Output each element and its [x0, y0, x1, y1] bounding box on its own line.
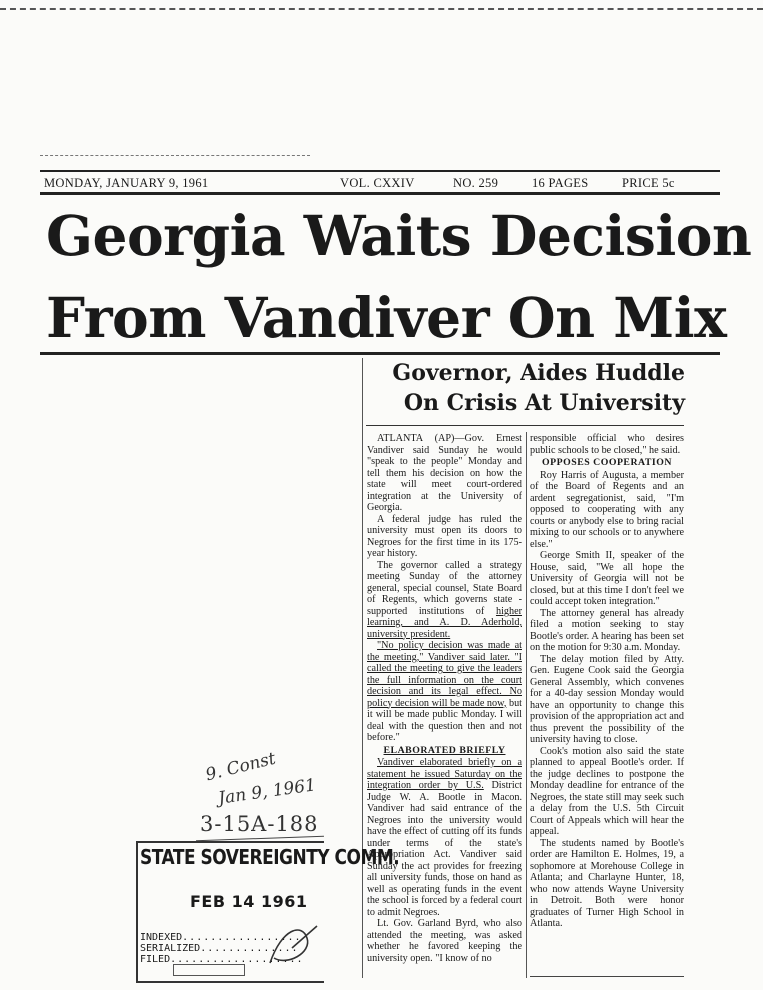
underlined-text: "No policy decision was made at the meeting," Vandiver said later. "I called the meeting to give the leaders the full information on the court decision and its legal effect. No policy decision will be made now,	[367, 640, 522, 709]
paragraph: Cook's motion also said the state planned to appeal Bootle's order. If the judge declines to postpone the Monday deadline for entrance of the Negroes, the state still may seek such a delay from the U.S. 5th Circuit Court of Appeals which will hear the appeal.	[530, 745, 684, 837]
stamp-box-field	[173, 964, 245, 976]
section-subhead: OPPOSES COOPERATION	[542, 457, 672, 468]
masthead-top-rule	[40, 170, 720, 172]
underlined-text: higher learning, and A. D. Aderhold, university president.	[367, 605, 522, 640]
section-subhead: ELABORATED BRIEFLY	[383, 744, 506, 756]
paragraph-text: The governor called a strategy meeting Sunday of the attorney general, special counsel, State Board of Regents, which governs state - supported institutions of	[367, 559, 522, 617]
paragraph-text: but it will be made public Monday. I will deal with the question then and not before."	[367, 697, 523, 743]
subheadline-rule	[366, 425, 684, 426]
masthead-pages: 16 PAGES	[532, 176, 589, 190]
paragraph: The delay motion filed by Atty. Gen. Eugene Cook said the Georgia General Assembly, which convenes for a 40-day session Monday would have an opportunity to change this provision of the appropriation act and thus prevent the possibility of the university having to close.	[530, 653, 684, 745]
column-bottom-rule	[530, 976, 684, 977]
stamp-row-filed: FILED...................	[140, 954, 304, 965]
paragraph: George Smith II, speaker of the House, said, "We all hope the University of Georgia will not be closed, but at this time I don't feel we could accept token integration."	[530, 550, 684, 607]
paragraph: Roy Harris of Augusta, a member of the Board of Regents and an ardent segregationist, said, "I'm opposed to cooperating with any courts or anybody else to bring racial mixing to our schools or to anywhere else."	[530, 469, 684, 550]
paragraph: ATLANTA (AP)—Gov. Ernest Vandiver said Sunday he would "speak to the people" Monday and tell them his decision on how the state will meet court-ordered integration at the University of Georgia.	[367, 433, 522, 513]
headline-line-1: Georgia Waits Decision	[46, 203, 752, 268]
paragraph-text: District Judge W. A. Bootle in Macon. Vandiver had said entrance of the Negroes into the university would have the effect of cutting off its funds under terms of the state's Appropriation Act. Vandiver said Sunday the act provides for freezing all university funds, those on hand as well as operating funds in the event the school is forced by a federal court to admit Negroes.	[367, 780, 522, 918]
paragraph: The attorney general has already filed a motion seeking to stay Bootle's order. A hearing has been set on the motion for 9:30 a.m. Monday.	[530, 607, 684, 653]
stamp-row-label: INDEXED	[140, 932, 183, 943]
masthead-date: MONDAY, JANUARY 9, 1961	[44, 176, 209, 190]
underlined-text: Vandiver elaborated briefly on a statement he issued Saturday on the integration order by U.S.	[367, 757, 522, 791]
handwritten-source: 9. Const	[203, 748, 278, 786]
paragraph: Lt. Gov. Garland Byrd, who also attended the meeting, was asked whether he favored keeping the university open. "I know of no	[367, 918, 522, 964]
paragraph: The students named by Bootle's order are Hamilton E. Holmes, 19, a sophomore at Morehouse College in Atlanta; and Charlayne Hunter, 18, who now attends Wayne University in Detroit. Both were honor graduates of Turner High School in Atlanta.	[530, 837, 684, 929]
paragraph: responsible official who desires public schools to be closed," he said.	[530, 433, 684, 456]
subheadline-line-2: On Crisis At University	[403, 390, 685, 416]
masthead-volume: VOL. CXXIV	[340, 176, 415, 190]
masthead	[44, 176, 684, 192]
paragraph: A federal judge has ruled the university must open its doors to Negroes for the first time in its 175-year history.	[367, 513, 522, 559]
stamp-title: STATE SOVEREIGNTY COMM.	[140, 846, 400, 870]
stamp-row-indexed: INDEXED.................	[140, 932, 302, 943]
subheadline	[380, 358, 685, 418]
column-divider	[526, 432, 527, 978]
handwritten-date: Jan 9, 1961	[217, 775, 318, 809]
headline-rule	[40, 352, 720, 355]
left-column-rule	[362, 358, 363, 978]
masthead-bottom-rule	[40, 192, 720, 195]
article-column-1	[367, 433, 522, 964]
stamp-row-serialized: SERIALIZED..............	[140, 943, 299, 954]
subheadline-line-1: Governor, Aides Huddle	[392, 360, 685, 386]
paragraph	[367, 560, 522, 641]
article-column-2	[530, 433, 684, 930]
handwritten-initials-mark	[262, 918, 322, 973]
headline-line-2: From Vandiver On Mix	[46, 285, 727, 350]
top-scan-border	[0, 8, 763, 10]
handwritten-file-number: 3-15A-188	[200, 812, 319, 836]
masthead-number: NO. 259	[453, 176, 499, 190]
scan-artifact-line	[40, 155, 310, 156]
stamp-date: FEB 14 1961	[190, 892, 308, 911]
stamp-row-label: SERIALIZED	[140, 943, 201, 954]
paragraph	[367, 640, 522, 744]
paragraph	[367, 757, 522, 918]
masthead-price: PRICE 5c	[622, 176, 675, 190]
stamp-row-label: FILED	[140, 954, 171, 965]
